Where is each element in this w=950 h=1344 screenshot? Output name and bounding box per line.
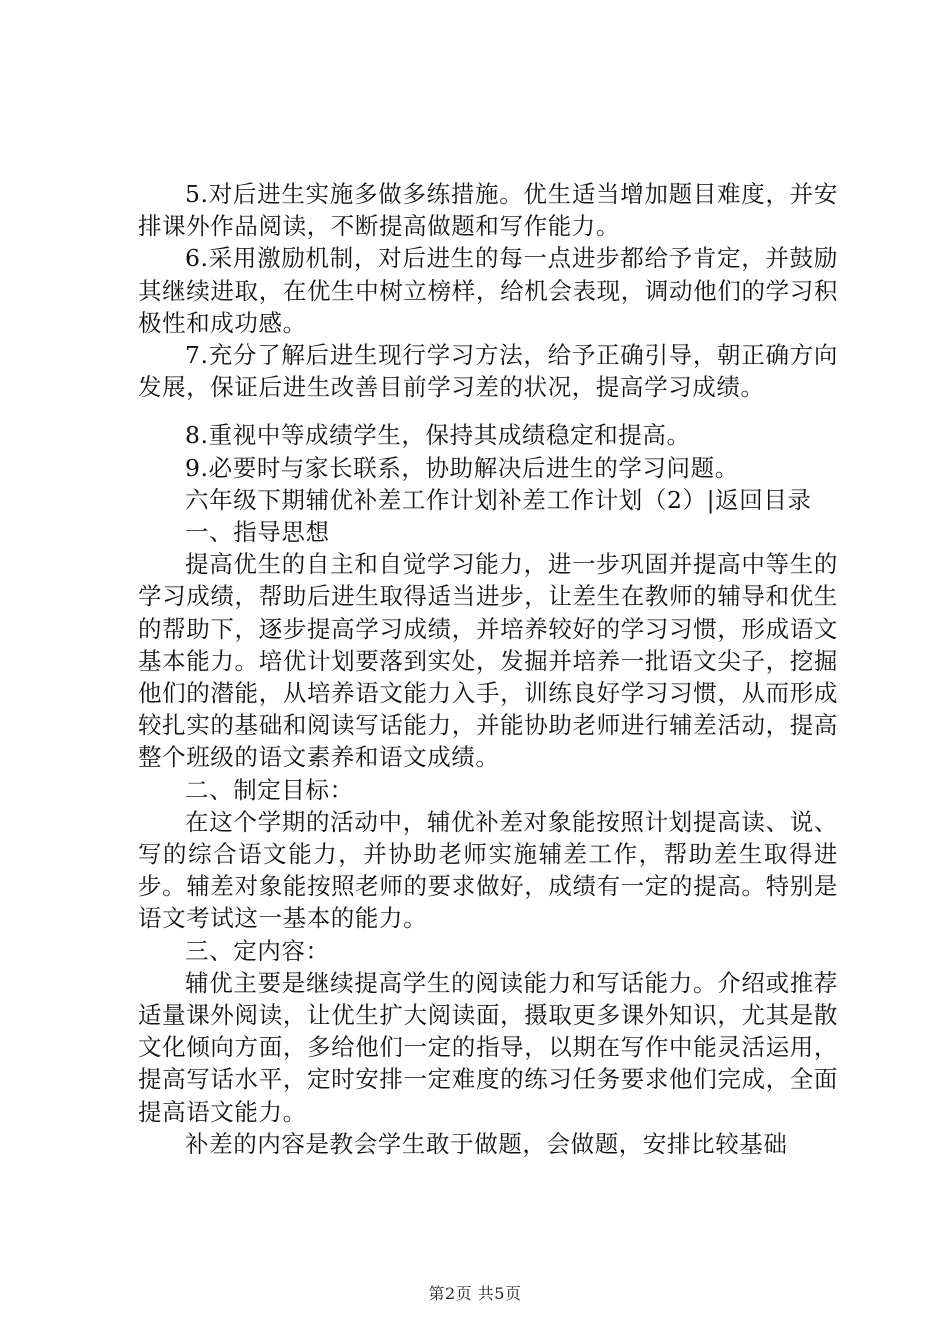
paragraph-remedial-content: 补差的内容是教会学生敢于做题，会做题，安排比较基础 xyxy=(185,1129,788,1158)
heading-set-content: 三、定内容： xyxy=(185,936,330,965)
paragraph-item-7: 7.充分了解后进生现行学习方法，给予正确引导，朝正确方向发展，保证后进生改善目前学习差的状况，提高学习成绩。 xyxy=(138,341,838,402)
paragraph-set-goals: 在这个学期的活动中，辅优补差对象能按照计划提高读、说、写的综合语文能力，并协助老师实施辅差工作，帮助差生取得进步。辅差对象能按照老师的要求做好，成绩有一定的提高。特别是语文考试这一基本的能力。 xyxy=(138,807,838,933)
paragraph-guiding-ideology: 提高优生的自主和自觉学习能力，进一步巩固并提高中等生的学习成绩，帮助后进生取得适当进步，让差生在教师的辅导和优生的帮助下，逐步提高学习成绩，并培养较好的学习习惯，形成语文基本能力。培优计划要落到实处，发掘并培养一批语文尖子，挖掘他们的潜能，从培养语文能力入手，训练良好学习习惯，从而形成较扎实的基础和阅读写话能力，并能协助老师进行辅差活动，提高整个班级的语文素养和语文成绩。 xyxy=(138,550,838,772)
heading-guiding-ideology: 一、指导思想 xyxy=(185,518,330,547)
page-number-footer: 第2页 共5页 xyxy=(428,1284,522,1303)
paragraph-set-content: 辅优主要是继续提高学生的阅读能力和写话能力。介绍或推荐适量课外阅读，让优生扩大阅读面，摄取更多课外知识，尤其是散文化倾向方面，多给他们一定的指导，以期在写作中能灵活运用，提高写话水平，定时安排一定难度的练习任务要求他们完成，全面提高语文能力。 xyxy=(138,968,838,1126)
document-body xyxy=(138,178,838,1160)
paragraph-item-6: 6.采用激励机制，对后进生的每一点进步都给予肯定，并鼓励其继续进取，在优生中树立榜样，给机会表现，调动他们的学习积极性和成功感。 xyxy=(138,244,838,337)
paragraph-item-8: 8.重视中等成绩学生，保持其成绩稳定和提高。 xyxy=(185,421,691,450)
paragraph-item-9: 9.必要时与家长联系，协助解决后进生的学习问题。 xyxy=(185,453,739,482)
paragraph-item-5: 5.对后进生实施多做多练措施。优生适当增加题目难度，并安排课外作品阅读，不断提高做题和写作能力。 xyxy=(138,180,838,241)
heading-set-goals: 二、制定目标： xyxy=(185,775,354,804)
section-title-return-link[interactable]: 六年级下期辅优补差工作计划补差工作计划（2）|返回目录 xyxy=(185,485,812,514)
